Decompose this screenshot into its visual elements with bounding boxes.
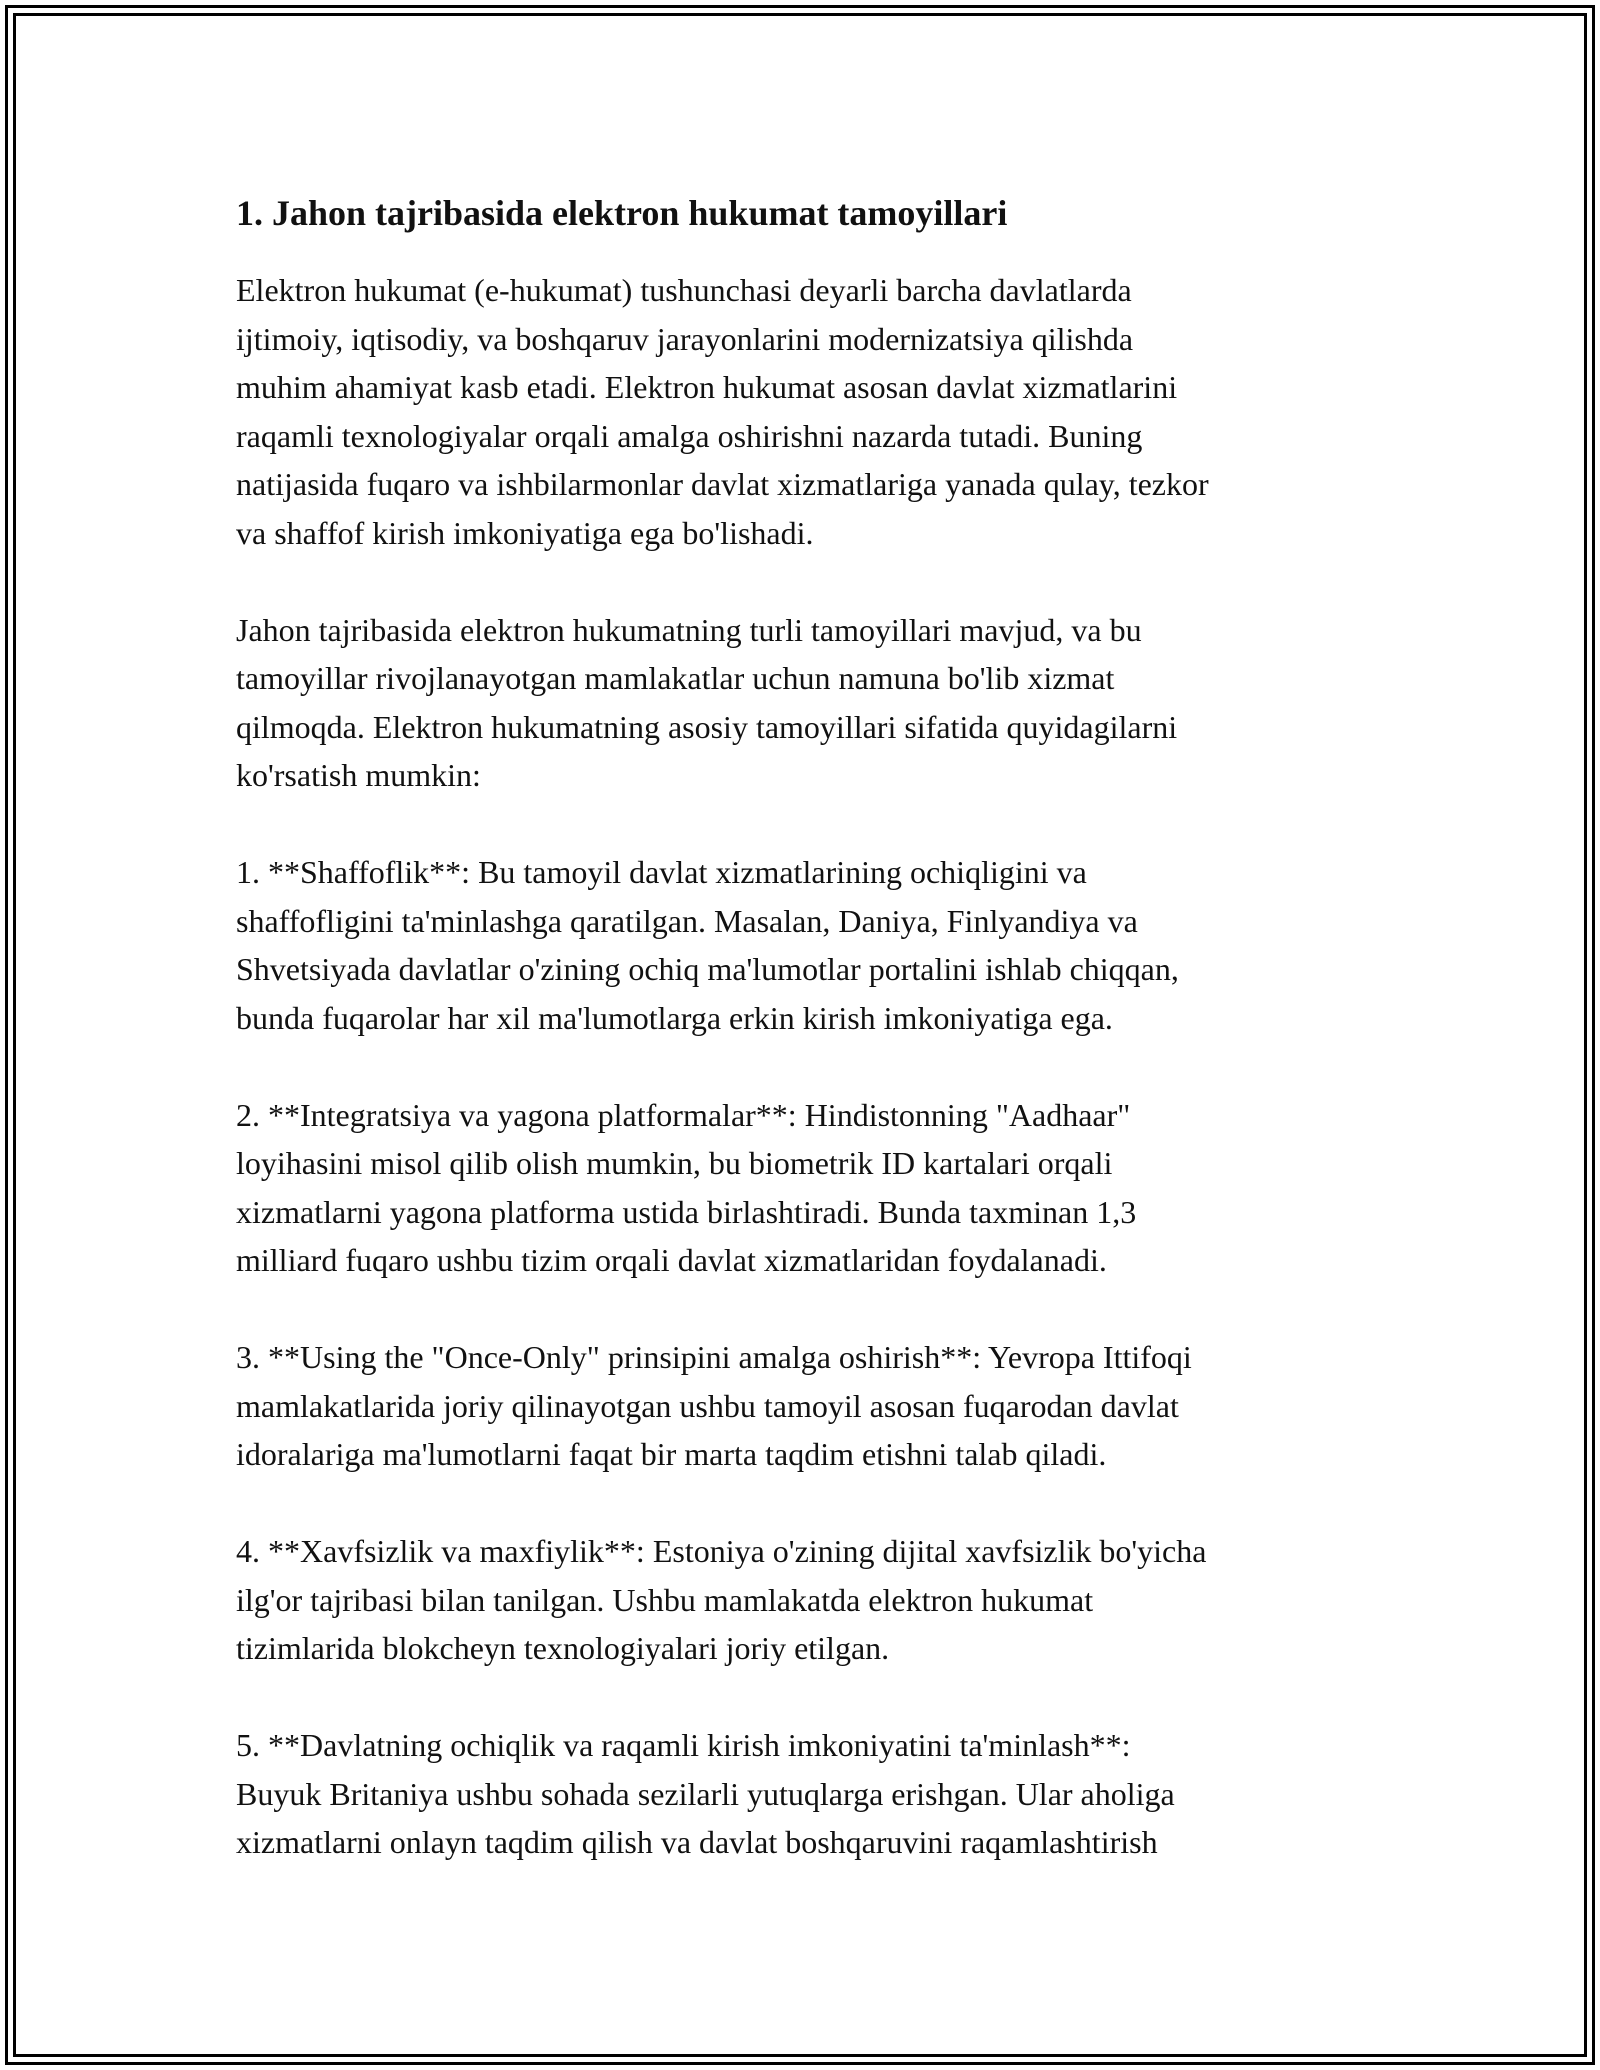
document-body	[236, 188, 1366, 1915]
principle-item-integration: 2. **Integratsiya va yagona platformalar**: Hindistonning "Aadhaar" loyihasini misol qilib olish mumkin, bu biometrik ID kartalari orqali xizmatlarni yagona platforma ustida birlashtiradi. Bunda taxminan 1,3 milliard fuqaro ushbu tizim orqali davlat xizmatlaridan foydalanadi.	[236, 1096, 1137, 1278]
principles-intro-paragraph: Jahon tajribasida elektron hukumatning turli tamoyillari mavjud, va bu tamoyillar rivojlanayotgan mamlakatlar uchun namuna bo'lib xizmat qilmoqda. Elektron hukumatning asosiy tamoyillari sifatida quyidagilarni ko'rsatish mumkin:	[236, 611, 1178, 793]
principle-item-transparency: 1. **Shaffoflik**: Bu tamoyil davlat xizmatlarining ochiqligini va shaffofligini ta'minlashga qaratilgan. Masalan, Daniya, Finlyandiya va Shvetsiyada davlatlar o'zining ochiq ma'lumotlar portalini ishlab chiqqan, bunda fuqarolar har xil ma'lumotlarga erkin kirish imkoniyatiga ega.	[236, 854, 1179, 1036]
principle-item-security: 4. **Xavfsizlik va maxfiylik**: Estoniya o'zining dijital xavfsizlik bo'yicha ilg'or tajribasi bilan tanilgan. Ushbu mamlakatda elektron hukumat tizimlarida blokcheyn texnologiyalari joriy etilgan.	[236, 1533, 1207, 1666]
principle-item-openness: 5. **Davlatning ochiqlik va raqamli kirish imkoniyatini ta'minlash**: Buyuk Britaniya ushbu sohada sezilarli yutuqlarga erishgan. Ular aholiga xizmatlarni onlayn taqdim qilish va davlat boshqaruvini raqamlashtirish	[236, 1727, 1175, 1860]
section-heading: 1. Jahon tajribasida elektron hukumat tamoyillari	[236, 193, 1008, 233]
intro-paragraph: Elektron hukumat (e-hukumat) tushunchasi deyarli barcha davlatlarda ijtimoiy, iqtisodiy, va boshqaruv jarayonlarini modernizatsiya qilishda muhim ahamiyat kasb etadi. Elektron hukumat asosan davlat xizmatlarini raqamli texnologiyalar orqali amalga oshirishni nazarda tutadi. Buning natijasida fuqaro va ishbilarmonlar davlat xizmatlariga yanada qulay, tezkor va shaffof kirish imkoniyatiga ega bo'lishadi.	[236, 272, 1209, 551]
principle-item-once-only: 3. **Using the "Once-Only" prinsipini amalga oshirish**: Yevropa Ittifoqi mamlakatlarida joriy qilinayotgan ushbu tamoyil asosan fuqarodan davlat idoralariga ma'lumotlarni faqat bir marta taqdim etishni talab qiladi.	[236, 1339, 1192, 1472]
